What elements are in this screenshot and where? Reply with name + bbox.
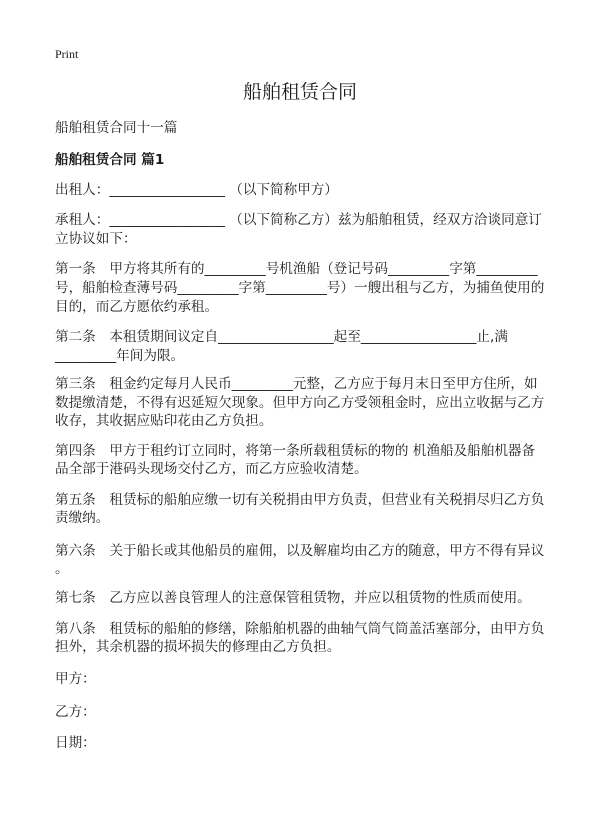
section-heading: 船舶租赁合同 篇1 — [55, 152, 165, 168]
article-8-line: 第八条 租赁标的船舶的修缮，除船舶机器的曲轴气筒气筒盖活塞部分，由甲方负 — [55, 621, 545, 637]
document-title: 船舶租赁合同 — [242, 81, 357, 103]
article-5-line: 第五条 租赁标的船舶应缴一切有关税捐由甲方负责，但营业有关税捐尽归乙方负 — [55, 492, 545, 508]
article-6-line: 第六条 关于船长或其他船员的雇佣，以及解雇均由乙方的随意，甲方不得有异议 — [55, 543, 545, 559]
signature-date: 日期： — [55, 735, 96, 751]
article-4-line: 品全部于港码头现场交付乙方，而乙方应验收清楚。 — [55, 461, 368, 477]
lessee-line: 立协议如下： — [55, 231, 137, 247]
signature-party-a: 甲方： — [55, 671, 96, 687]
lessee-line: 承租人：_________________ （以下简称乙方）兹为船舶租赁，经双方洽谈同意订 — [55, 212, 542, 228]
article-2-line: 第二条 本租赁期间议定自_________________起至_________________止,满 — [55, 329, 508, 345]
article-3-line: 第三条 租金约定每月人民币_________元整，乙方应于每月末日至甲方住所，如 — [55, 376, 538, 392]
article-7-line: 第七条 乙方应以善良管理人的注意保管租赁物，并应以租赁物的性质而使用。 — [55, 590, 531, 606]
article-3-line: 收存，其收据应贴印花由乙方负担。 — [55, 413, 273, 429]
article-3-line: 数提缴清楚，不得有迟延短欠现象。但甲方向乙方受领租金时，应出立收据与乙方 — [55, 395, 545, 411]
print-link[interactable]: Print — [55, 47, 79, 61]
article-8-line: 担外，其余机器的损坏损失的修理由乙方负担。 — [55, 639, 341, 655]
article-4-line: 第四条 甲方于租约订立同时，将第一条所载租赁标的物的 机渔船及船舶机器备 — [55, 443, 536, 459]
article-6-line: 。 — [55, 561, 69, 577]
article-2-line: _________年间为限。 — [55, 348, 185, 364]
signature-party-b: 乙方： — [55, 704, 96, 720]
article-1-line: 第一条 甲方将其所有的_________号机渔船（登记号码_________字第_________ — [55, 261, 538, 277]
article-1-line: 目的，而乙方愿依约承租。 — [55, 299, 219, 315]
article-5-line: 责缴纳。 — [55, 510, 110, 526]
article-1-line: 号，船舶检查薄号码_________字第_________号）一艘出租与乙方，为捕鱼使用的 — [55, 280, 545, 296]
document-subtitle: 船舶租赁合同十一篇 — [55, 120, 178, 136]
lessor-line: 出租人：_________________ （以下简称甲方） — [55, 182, 338, 198]
